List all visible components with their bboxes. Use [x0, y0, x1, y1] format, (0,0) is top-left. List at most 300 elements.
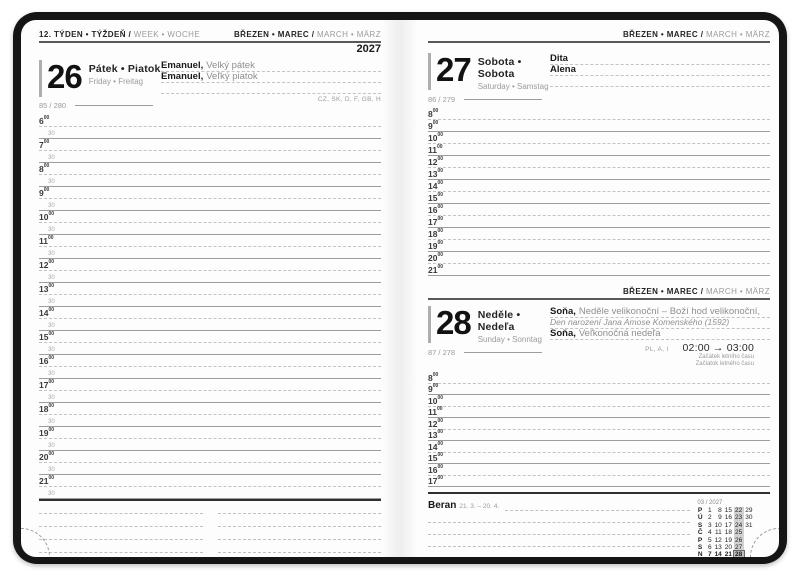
zodiac-notes — [428, 499, 690, 557]
hour-number: 11 — [428, 407, 437, 417]
hour-number: 8 — [39, 164, 44, 174]
day-block-saturday — [428, 51, 770, 104]
hour-line — [39, 331, 381, 343]
hour-label — [39, 427, 54, 438]
hour-label — [428, 475, 443, 486]
hour-label — [39, 451, 54, 462]
hour-label — [39, 115, 49, 126]
nameday-holiday: Veľkonočná nedeľa — [578, 329, 661, 339]
hour-suffix: 00 — [432, 108, 439, 115]
hour-line — [39, 427, 381, 439]
nameday-rows — [161, 61, 381, 83]
hour-suffix: 00 — [437, 240, 444, 247]
half-hour-line — [39, 391, 381, 403]
saturday-hour-grid — [428, 108, 770, 276]
weekday-label: P — [697, 507, 703, 514]
hour-label — [428, 156, 443, 167]
day-of-year: 85 / 280 — [39, 101, 67, 110]
calendar-day: 14 — [714, 551, 722, 557]
header-rule — [428, 298, 770, 300]
day-block-friday — [39, 58, 381, 110]
diary-pages — [21, 20, 779, 557]
hour-number: 20 — [428, 253, 438, 263]
calendar-day: 15 — [724, 507, 733, 514]
calendar-day: 10 — [714, 521, 722, 529]
nameday-row — [161, 72, 381, 83]
date-accent-bar — [428, 53, 431, 90]
hour-block — [39, 259, 381, 283]
nameday-row — [161, 61, 381, 72]
hour-suffix: 00 — [48, 259, 55, 266]
week-header — [39, 30, 381, 39]
note-line — [505, 510, 690, 511]
note-line — [39, 527, 203, 540]
calendar-day-current-week: 26 — [735, 536, 743, 544]
holiday-note: Den narození Jana Amose Komenského (1592) — [550, 318, 730, 327]
day-name-local: Sobota • Sobota — [477, 56, 522, 80]
month-label-intl: MARCH • MÄRZ — [316, 30, 381, 39]
day-number: 28 — [436, 304, 471, 341]
calendar-day: 16 — [724, 514, 733, 522]
friday-hour-grid — [39, 115, 381, 499]
calendar-day-current-week: 24 — [735, 521, 743, 529]
hour-label — [428, 252, 443, 263]
day-name-local: Neděle • Nedeľa — [477, 309, 521, 333]
hour-number: 9 — [428, 121, 433, 131]
hour-suffix: 00 — [437, 394, 444, 401]
nameday-column — [550, 51, 770, 104]
hour-label — [428, 120, 438, 131]
hour-line — [428, 168, 770, 180]
nameday-rows — [550, 54, 770, 76]
hour-line — [428, 156, 770, 168]
hour-number: 20 — [39, 452, 49, 462]
hour-number: 11 — [39, 236, 48, 246]
calendar-day: 8 — [718, 507, 722, 514]
hour-block — [39, 163, 381, 187]
calendar-day: 11 — [715, 529, 722, 537]
month-label — [623, 287, 770, 296]
calendar-day: 21 — [724, 551, 733, 557]
nameday-row — [550, 329, 770, 340]
half-hour-line — [39, 463, 381, 475]
mini-calendar-row-sunday — [696, 551, 754, 557]
hour-label — [39, 283, 54, 294]
week-label — [39, 30, 200, 39]
weekday-label: P — [697, 536, 703, 544]
hour-label — [428, 180, 443, 191]
hour-label — [39, 331, 54, 342]
hour-label — [428, 429, 443, 440]
day-name-local: Pátek • Piatok — [88, 63, 161, 75]
half-hour-line — [39, 151, 381, 163]
hour-number: 10 — [39, 212, 49, 222]
half-hour-label: 30 — [48, 179, 55, 185]
hour-label — [428, 144, 443, 155]
hour-line — [428, 132, 770, 144]
hour-line — [428, 180, 770, 192]
hour-number: 15 — [428, 193, 438, 203]
calendar-day-current-week: 25 — [735, 529, 743, 537]
hour-suffix: 00 — [43, 139, 50, 146]
hour-suffix: 00 — [437, 252, 444, 259]
hour-number: 12 — [39, 260, 49, 270]
hour-suffix: 00 — [437, 463, 444, 470]
hour-number: 10 — [428, 395, 438, 406]
hour-suffix: 00 — [432, 371, 439, 378]
hour-number: 17 — [39, 380, 49, 390]
holiday-note-row — [550, 318, 770, 329]
hour-suffix: 00 — [48, 427, 55, 434]
month-label-intl: MARCH • MÄRZ — [705, 30, 770, 39]
hour-line — [428, 252, 770, 264]
half-hour-label: 30 — [48, 371, 55, 377]
half-hour-label: 30 — [48, 227, 55, 233]
half-hour-line — [39, 343, 381, 355]
month-header-saturday — [428, 30, 770, 39]
hour-label — [428, 132, 443, 143]
half-hour-label: 30 — [48, 275, 55, 281]
half-hour-label: 30 — [48, 347, 55, 353]
nameday-column — [161, 58, 381, 110]
calendar-day-current-week: 22 — [735, 507, 743, 514]
time-change-value: 02:00 → 03:00 — [682, 342, 754, 354]
hour-label — [428, 216, 443, 227]
calendar-day-current-week: 23 — [735, 514, 743, 522]
date-column — [428, 51, 550, 104]
weekday-label: S — [697, 521, 703, 529]
hour-label — [428, 452, 443, 463]
hour-suffix: 00 — [48, 355, 55, 362]
hour-block — [39, 187, 381, 211]
half-hour-line — [39, 175, 381, 187]
hour-block — [39, 211, 381, 235]
hour-label — [428, 372, 438, 383]
hour-label — [39, 259, 54, 270]
half-hour-line — [39, 199, 381, 211]
hour-label — [39, 475, 54, 486]
day-name-intl: Saturday • Samstag — [477, 82, 549, 91]
hour-line — [428, 395, 770, 407]
hour-label — [39, 379, 54, 390]
calendar-day: 2 — [707, 514, 712, 522]
holiday-text: Neděle velikonoční – Boží hod velikonoční, — [578, 307, 761, 317]
hour-line — [39, 355, 381, 367]
calendar-day: 1 — [707, 507, 712, 514]
note-line — [39, 514, 203, 527]
hour-line — [428, 264, 770, 276]
hour-number: 13 — [39, 284, 49, 294]
weekday-label: Č — [697, 529, 703, 537]
nameday-holiday: Veľký piatok — [206, 72, 258, 82]
weekday-label: Ú — [697, 514, 703, 522]
half-hour-line — [39, 439, 381, 451]
nameday-holiday: Velký pátek — [206, 61, 255, 71]
hour-label — [39, 211, 54, 222]
hour-suffix: 00 — [48, 211, 55, 218]
half-hour-line — [39, 415, 381, 427]
hour-suffix: 00 — [437, 417, 444, 424]
half-hour-label: 30 — [48, 131, 55, 137]
hour-label — [428, 108, 438, 119]
calendar-day — [744, 529, 754, 536]
date-column — [39, 58, 161, 110]
hour-label — [428, 168, 443, 179]
year-label: 2027 — [356, 43, 381, 55]
half-hour-line — [39, 127, 381, 139]
hour-number: 16 — [39, 356, 49, 366]
calendar-day: 6 — [707, 544, 712, 552]
hour-label — [39, 187, 49, 198]
weekday-label: S — [697, 544, 703, 552]
day-number: 26 — [47, 58, 82, 95]
day-name-intl: Friday • Freitag — [88, 77, 144, 86]
hour-line — [39, 259, 381, 271]
diary-cover — [13, 12, 787, 564]
note-line — [428, 535, 690, 547]
calendar-day: 30 — [745, 514, 753, 522]
hour-number: 10 — [428, 133, 438, 143]
zodiac-section — [428, 499, 770, 557]
date-accent-bar — [39, 60, 42, 97]
hour-suffix: 00 — [437, 440, 444, 447]
hour-number: 16 — [428, 205, 438, 215]
hour-number: 19 — [39, 428, 49, 438]
note-line — [218, 553, 382, 557]
note-line — [218, 540, 382, 553]
hour-number: 14 — [428, 441, 438, 452]
note-line — [428, 523, 690, 535]
hour-suffix: 00 — [48, 331, 55, 338]
hour-suffix: 00 — [48, 475, 55, 482]
hour-label — [428, 228, 443, 239]
sunday-hour-grid — [428, 372, 770, 487]
date-column — [428, 304, 550, 368]
calendar-day-today: 28 — [735, 551, 743, 557]
hour-label — [428, 383, 438, 394]
hour-line — [39, 211, 381, 223]
hour-number: 8 — [428, 109, 433, 119]
hour-number: 9 — [428, 384, 433, 394]
hour-line — [39, 115, 381, 127]
time-change-block — [550, 342, 770, 368]
header-rule — [428, 41, 770, 43]
hour-block — [39, 307, 381, 331]
hour-number: 18 — [39, 404, 49, 414]
half-hour-label: 30 — [48, 299, 55, 305]
month-label-main: BŘEZEN • MAREC / — [623, 30, 704, 39]
hour-line — [39, 187, 381, 199]
mini-calendar-row — [696, 529, 754, 536]
hour-suffix: 00 — [437, 228, 444, 235]
month-label — [623, 30, 770, 39]
nameday-name: Soňa, — [550, 307, 576, 317]
hour-number: 12 — [428, 157, 438, 167]
calendar-day-current-week: 27 — [735, 544, 743, 552]
half-hour-line — [39, 223, 381, 235]
time-change-note-cs: Začátek letního času — [698, 354, 754, 360]
half-hour-label: 30 — [48, 467, 55, 473]
calendar-day: 29 — [745, 507, 753, 514]
hour-label — [428, 192, 443, 203]
hour-suffix: 00 — [437, 406, 443, 413]
day-of-year: 86 / 279 — [428, 95, 456, 104]
note-line — [428, 511, 690, 523]
hour-suffix: 00 — [48, 283, 55, 290]
empty-writing-line — [550, 76, 770, 87]
hour-label — [428, 441, 443, 452]
hour-suffix: 00 — [48, 403, 55, 410]
hour-block — [39, 331, 381, 355]
date-underline — [464, 352, 542, 353]
hour-number: 13 — [428, 430, 438, 440]
hour-line — [39, 139, 381, 151]
day-block-sunday — [428, 304, 770, 368]
hour-number: 9 — [39, 188, 44, 198]
hour-suffix: 00 — [432, 120, 439, 127]
day-number: 27 — [436, 51, 471, 88]
zodiac-range: 21. 3. – 20. 4. — [459, 503, 500, 510]
hour-number: 12 — [428, 418, 438, 429]
hour-number: 14 — [428, 181, 438, 191]
hour-block — [39, 115, 381, 139]
hour-suffix: 00 — [437, 204, 444, 211]
mini-calendar-row — [696, 522, 754, 529]
calendar-day: 4 — [707, 529, 712, 537]
nameday-row — [550, 54, 770, 65]
nameday-name: Dita — [550, 54, 568, 64]
hour-number: 11 — [428, 145, 437, 155]
mini-calendar-row — [696, 537, 754, 544]
nameday-name: Soňa, — [550, 329, 576, 339]
hour-line — [428, 192, 770, 204]
notes-column-right — [218, 501, 382, 557]
hour-suffix: 00 — [437, 429, 444, 436]
hour-line — [428, 120, 770, 132]
hour-suffix: 00 — [437, 216, 444, 223]
calendar-day: 18 — [724, 529, 733, 537]
hour-number: 7 — [39, 140, 44, 150]
hour-suffix: 00 — [48, 379, 55, 386]
hour-suffix: 00 — [437, 192, 444, 199]
note-line — [39, 540, 203, 553]
hour-number: 8 — [428, 372, 433, 383]
week-label-intl: WEEK • WOCHE — [133, 30, 201, 39]
note-line — [218, 501, 382, 514]
hour-suffix: 00 — [437, 156, 444, 163]
calendar-day: 20 — [724, 544, 733, 552]
calendar-day: 7 — [707, 551, 712, 557]
nameday-name: Emanuel, — [161, 72, 204, 82]
month-label-main: BŘEZEN • MAREC / — [623, 287, 704, 296]
hour-line — [428, 204, 770, 216]
calendar-day: 3 — [707, 521, 712, 529]
half-hour-line — [39, 247, 381, 259]
hour-label — [428, 204, 443, 215]
hour-line — [428, 430, 770, 442]
calendar-day: 17 — [724, 521, 733, 529]
hour-label — [428, 240, 443, 251]
calendar-day: 9 — [718, 514, 722, 522]
hour-label — [39, 139, 49, 150]
calendar-day: 19 — [724, 536, 733, 544]
hour-label — [39, 163, 49, 174]
hour-line — [39, 307, 381, 319]
half-hour-label: 30 — [48, 155, 55, 161]
hour-label — [428, 418, 443, 429]
hour-number: 21 — [39, 476, 49, 486]
mini-calendar — [696, 500, 754, 557]
hour-line — [428, 372, 770, 384]
calendar-day: 5 — [707, 536, 712, 544]
nameday-name: Alena — [550, 65, 576, 75]
hour-line — [428, 384, 770, 396]
calendar-day: 31 — [745, 521, 753, 529]
hour-label — [428, 395, 443, 406]
hour-block — [39, 403, 381, 427]
half-hour-line — [39, 367, 381, 379]
half-hour-label: 30 — [48, 419, 55, 425]
note-line — [218, 514, 382, 527]
week-label-main: 12. TÝDEN • TÝŽDEŇ / — [39, 30, 132, 39]
hour-suffix: 00 — [437, 452, 444, 459]
hour-suffix: 00 — [437, 168, 444, 175]
hour-block — [39, 355, 381, 379]
hour-suffix: 00 — [437, 180, 444, 187]
hour-line — [428, 144, 770, 156]
hour-line — [39, 235, 381, 247]
hour-suffix: 00 — [43, 187, 50, 194]
zodiac-name: Beran — [428, 500, 457, 511]
month-label — [234, 30, 381, 39]
month-label-intl: MARCH • MÄRZ — [705, 287, 770, 296]
hour-line — [39, 163, 381, 175]
notes-column-left — [39, 501, 203, 557]
hour-line — [39, 283, 381, 295]
hour-line — [428, 216, 770, 228]
mini-calendar-grid — [696, 507, 754, 557]
page-right-weekend — [403, 20, 779, 557]
hour-suffix: 00 — [48, 235, 54, 242]
hour-line — [39, 475, 381, 487]
mini-calendar-title: 03 / 2027 — [697, 500, 723, 506]
hour-label — [39, 307, 54, 318]
hour-line — [428, 240, 770, 252]
hour-block — [39, 139, 381, 163]
day-name-intl: Sunday • Sonntag — [477, 335, 542, 344]
hour-line — [39, 379, 381, 391]
hour-number: 13 — [428, 169, 438, 179]
half-hour-label: 30 — [48, 203, 55, 209]
weekday-label: N — [697, 551, 703, 557]
hour-number: 17 — [428, 476, 438, 486]
hour-block — [39, 235, 381, 259]
hour-line — [428, 453, 770, 465]
hour-label — [428, 464, 443, 475]
date-accent-bar — [428, 306, 431, 343]
day-of-year: 87 / 278 — [428, 348, 456, 357]
date-underline — [464, 99, 542, 100]
date-underline — [75, 105, 153, 106]
half-hour-line — [39, 295, 381, 307]
hour-label — [428, 406, 443, 417]
half-hour-line — [39, 271, 381, 283]
half-hour-label: 30 — [48, 491, 55, 497]
hour-suffix: 00 — [43, 115, 50, 122]
hour-label — [39, 355, 54, 366]
note-line — [39, 501, 203, 514]
holiday-column — [550, 304, 770, 368]
